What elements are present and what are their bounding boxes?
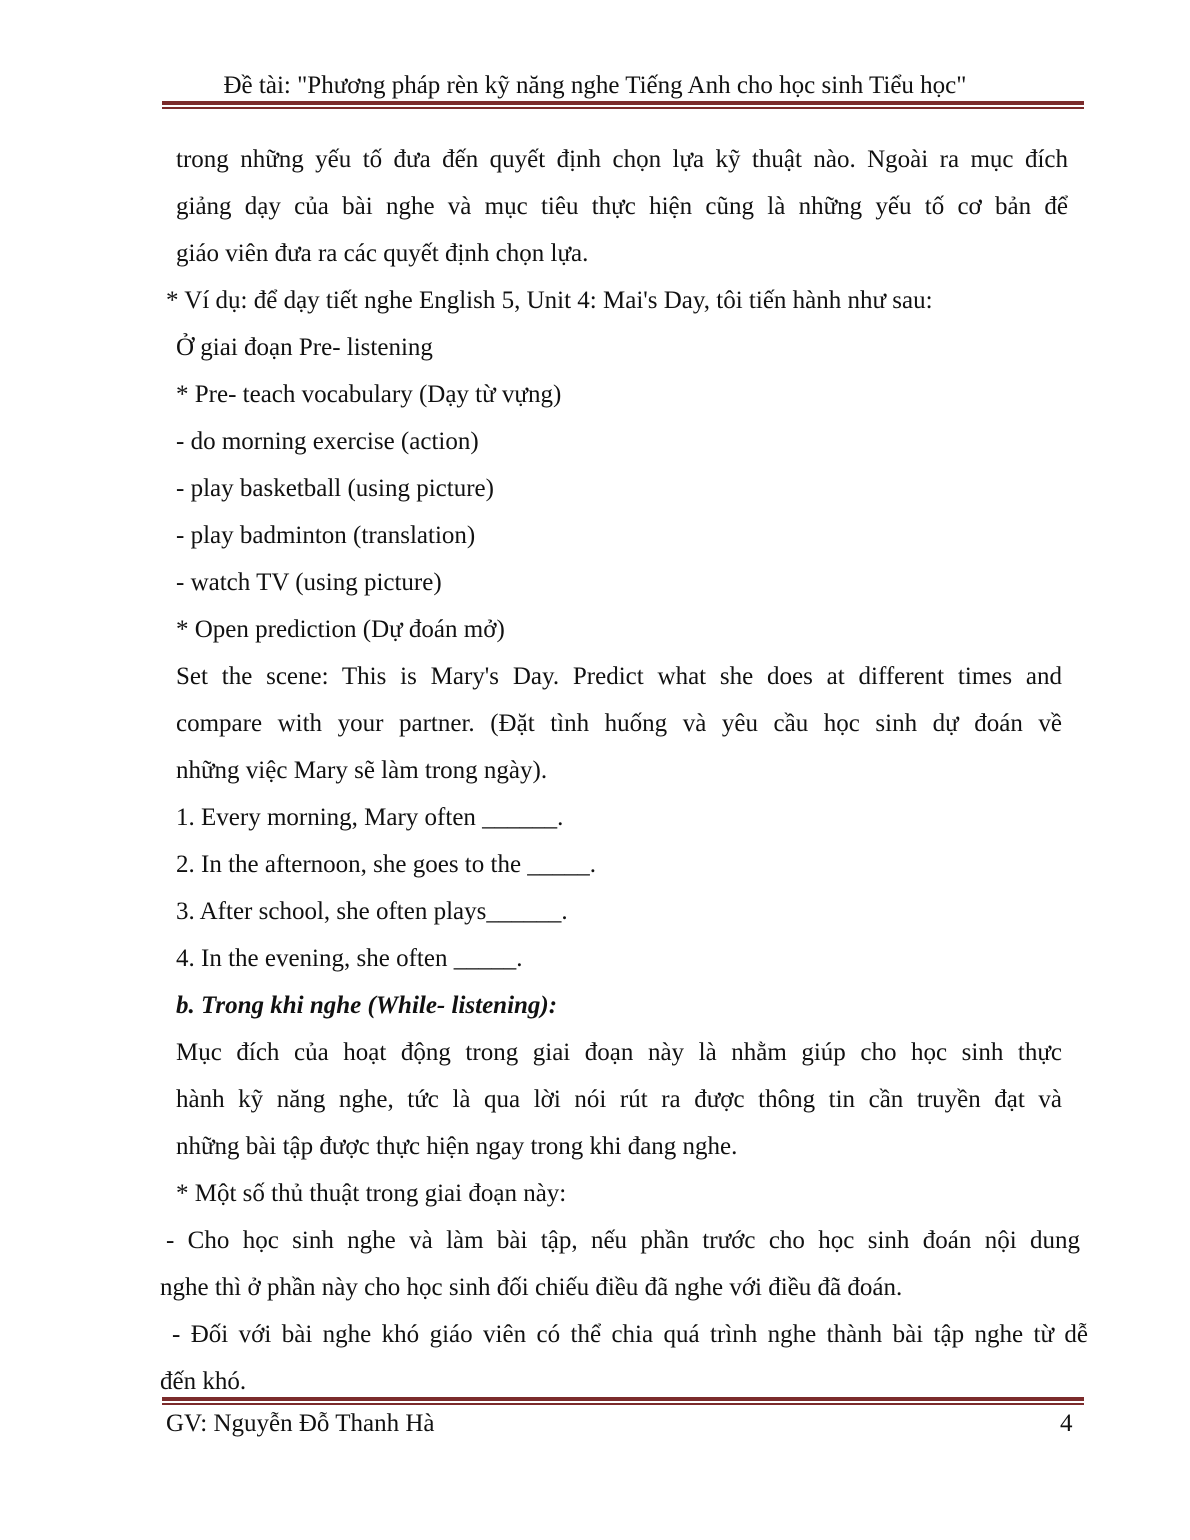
footer-author: GV: Nguyễn Đỗ Thanh Hà: [166, 1410, 435, 1437]
paragraph-line: Mục đích của hoạt động trong giai đoạn này là nhằm giúp cho học sinh thực: [176, 1039, 1062, 1066]
question-item: 4. In the evening, she often _____.: [176, 945, 523, 972]
paragraph-line: compare with your partner. (Đặt tình huống và yêu cầu học sinh dự đoán về: [176, 710, 1062, 737]
paragraph-line: đến khó.: [160, 1368, 247, 1395]
paragraph-line: - Cho học sinh nghe và làm bài tập, nếu phần trước cho học sinh đoán nội dung: [166, 1227, 1080, 1254]
page-header-title: Đề tài: "Phương pháp rèn kỹ năng nghe Tiếng Anh cho học sinh Tiểu học": [223, 72, 967, 99]
paragraph-line: - Đối với bài nghe khó giáo viên có thể chia quá trình nghe thành bài tập nghe từ dễ: [172, 1321, 1088, 1348]
paragraph-line: giảng dạy của bài nghe và mục tiêu thực hiện cũng là những yếu tố cơ bản để: [176, 193, 1068, 220]
paragraph-line: trong những yếu tố đưa đến quyết định chọn lựa kỹ thuật nào. Ngoài ra mục đích: [176, 146, 1068, 173]
techniques-line: * Một số thủ thuật trong giai đoạn này:: [176, 1180, 567, 1207]
pre-teach-line: * Pre- teach vocabulary (Dạy từ vựng): [176, 381, 562, 408]
header-divider: [162, 101, 1084, 109]
vocab-item: - play basketball (using picture): [176, 475, 494, 502]
open-prediction-line: * Open prediction (Dự đoán mở): [176, 616, 505, 643]
vocab-item: - watch TV (using picture): [176, 569, 442, 596]
paragraph-line: những việc Mary sẽ làm trong ngày).: [176, 757, 548, 784]
section-heading: b. Trong khi nghe (While- listening):: [176, 992, 558, 1019]
footer-divider: [162, 1397, 1084, 1405]
vocab-item: - do morning exercise (action): [176, 428, 479, 455]
paragraph-line: Set the scene: This is Mary's Day. Predict what she does at different times and: [176, 663, 1062, 690]
vocab-item: - play badminton (translation): [176, 522, 476, 549]
paragraph-line: hành kỹ năng nghe, tức là qua lời nói rút ra được thông tin cần truyền đạt và: [176, 1086, 1062, 1113]
stage-line: Ở giai đoạn Pre- listening: [176, 334, 433, 361]
paragraph-line: giáo viên đưa ra các quyết định chọn lựa.: [176, 240, 589, 267]
question-item: 3. After school, she often plays______.: [176, 898, 568, 925]
paragraph-line: những bài tập được thực hiện ngay trong khi đang nghe.: [176, 1133, 738, 1160]
page-number: 4: [1060, 1410, 1073, 1437]
example-line: * Ví dụ: để dạy tiết nghe English 5, Unit 4: Mai's Day, tôi tiến hành như sau:: [166, 287, 933, 314]
question-item: 2. In the afternoon, she goes to the _____.: [176, 851, 597, 878]
question-item: 1. Every morning, Mary often ______.: [176, 804, 564, 831]
paragraph-line: nghe thì ở phần này cho học sinh đối chiếu điều đã nghe với điều đã đoán.: [160, 1274, 903, 1301]
